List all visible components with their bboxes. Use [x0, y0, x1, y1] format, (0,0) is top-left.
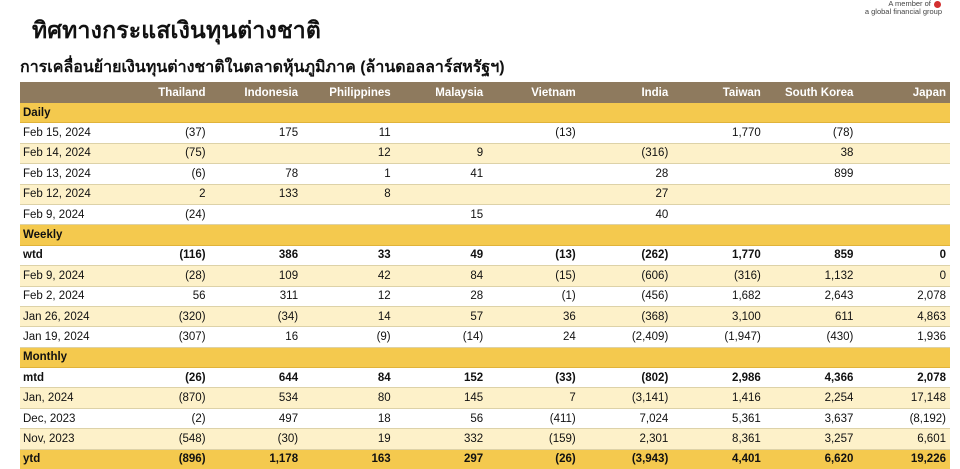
section-title: Monthly [20, 347, 950, 367]
table-row [20, 327, 950, 347]
table-row [20, 388, 950, 408]
table-cell: (26) [117, 368, 210, 388]
row-label: mtd [20, 368, 117, 388]
table-cell: 84 [302, 368, 395, 388]
table-cell: 15 [395, 204, 488, 224]
table-cell [210, 204, 303, 224]
row-label: Feb 9, 2024 [20, 204, 117, 224]
table-cell: 6,601 [857, 429, 950, 449]
section-header-row [20, 225, 950, 245]
table-cell: 0 [857, 245, 950, 265]
header-cell-thailand: Thailand [117, 82, 210, 103]
table-cell: 84 [395, 266, 488, 286]
table-row [20, 306, 950, 326]
table-cell: 80 [302, 388, 395, 408]
table-cell: 4,366 [765, 368, 858, 388]
header-cell-blank [20, 82, 117, 103]
table-cell: 644 [210, 368, 303, 388]
row-label: Nov, 2023 [20, 429, 117, 449]
header-cell-south-korea: South Korea [765, 82, 858, 103]
table-cell: 859 [765, 245, 858, 265]
table-cell [487, 164, 580, 184]
table-cell: (26) [487, 449, 580, 469]
table-cell: 311 [210, 286, 303, 306]
table-cell: 2,254 [765, 388, 858, 408]
table-cell: 2,986 [672, 368, 765, 388]
table-cell: 497 [210, 408, 303, 428]
row-label: Dec, 2023 [20, 408, 117, 428]
section-title: Weekly [20, 225, 950, 245]
table-row [20, 286, 950, 306]
table-cell: 109 [210, 266, 303, 286]
table-cell: 1,178 [210, 449, 303, 469]
header-cell-india: India [580, 82, 673, 103]
table-cell: 42 [302, 266, 395, 286]
table-cell: 1,132 [765, 266, 858, 286]
row-label: ytd [20, 449, 117, 469]
table-cell: 9 [395, 143, 488, 163]
table-cell: 1 [302, 164, 395, 184]
table-cell: 2,301 [580, 429, 673, 449]
table-cell: 3,100 [672, 306, 765, 326]
table-cell: (896) [117, 449, 210, 469]
table-cell: 24 [487, 327, 580, 347]
table-cell: 57 [395, 306, 488, 326]
table-cell: (2,409) [580, 327, 673, 347]
header-cell-vietnam: Vietnam [487, 82, 580, 103]
row-label: Feb 2, 2024 [20, 286, 117, 306]
table-cell: 5,361 [672, 408, 765, 428]
header-cell-malaysia: Malaysia [395, 82, 488, 103]
table-cell: 19 [302, 429, 395, 449]
page-title: ทิศทางกระแสเงินทุนต่างชาติ [32, 17, 322, 43]
row-label: Feb 14, 2024 [20, 143, 117, 163]
table-cell: 36 [487, 306, 580, 326]
table-cell: (159) [487, 429, 580, 449]
brand-logo [865, 0, 942, 16]
table-cell: 1,936 [857, 327, 950, 347]
header-cell-japan: Japan [857, 82, 950, 103]
table-cell: 3,637 [765, 408, 858, 428]
table-cell [672, 143, 765, 163]
table-cell: (34) [210, 306, 303, 326]
table-cell: 56 [395, 408, 488, 428]
table-cell: (6) [117, 164, 210, 184]
table-cell: 17,148 [857, 388, 950, 408]
table-cell: 163 [302, 449, 395, 469]
table-cell: 6,620 [765, 449, 858, 469]
table-cell: 19,226 [857, 449, 950, 469]
table-cell: 4,863 [857, 306, 950, 326]
table-row [20, 123, 950, 143]
header-cell-philippines: Philippines [302, 82, 395, 103]
table-cell: (316) [580, 143, 673, 163]
table-cell [487, 143, 580, 163]
row-label: Feb 15, 2024 [20, 123, 117, 143]
table-cell: 49 [395, 245, 488, 265]
row-label: Feb 13, 2024 [20, 164, 117, 184]
table-cell [672, 184, 765, 204]
row-label: Feb 9, 2024 [20, 266, 117, 286]
table-cell: 78 [210, 164, 303, 184]
table-cell: 133 [210, 184, 303, 204]
table-cell: (411) [487, 408, 580, 428]
table-cell: (1,947) [672, 327, 765, 347]
fund-flow-table [20, 82, 950, 469]
table-cell: (116) [117, 245, 210, 265]
table-row [20, 143, 950, 163]
table-cell: 18 [302, 408, 395, 428]
table-cell: 16 [210, 327, 303, 347]
table-cell: 534 [210, 388, 303, 408]
table-cell [672, 204, 765, 224]
table-cell: 1,682 [672, 286, 765, 306]
table-cell: 11 [302, 123, 395, 143]
table-cell: 386 [210, 245, 303, 265]
table-cell: 40 [580, 204, 673, 224]
table-cell: (368) [580, 306, 673, 326]
table-cell: (3,943) [580, 449, 673, 469]
table-cell: (37) [117, 123, 210, 143]
table-cell: (9) [302, 327, 395, 347]
row-label: Jan, 2024 [20, 388, 117, 408]
table-cell: 297 [395, 449, 488, 469]
table-cell: 2,643 [765, 286, 858, 306]
table-cell: 899 [765, 164, 858, 184]
table-cell: 332 [395, 429, 488, 449]
table-cell: (548) [117, 429, 210, 449]
table-cell [765, 184, 858, 204]
section-title: Daily [20, 103, 950, 123]
table-row [20, 184, 950, 204]
section-header-row [20, 103, 950, 123]
table-cell [857, 184, 950, 204]
table-cell: (802) [580, 368, 673, 388]
table-cell [487, 184, 580, 204]
table-cell: (75) [117, 143, 210, 163]
table-row [20, 266, 950, 286]
table-cell: (14) [395, 327, 488, 347]
table-cell [857, 143, 950, 163]
table-row [20, 204, 950, 224]
table-cell [765, 204, 858, 224]
table-cell: 41 [395, 164, 488, 184]
table-cell [857, 164, 950, 184]
table-cell: 1,770 [672, 123, 765, 143]
table-cell [487, 204, 580, 224]
table-cell: (606) [580, 266, 673, 286]
table-cell: (33) [487, 368, 580, 388]
table-cell: (456) [580, 286, 673, 306]
section-header-row [20, 347, 950, 367]
row-label: Jan 19, 2024 [20, 327, 117, 347]
table-row [20, 245, 950, 265]
row-label: wtd [20, 245, 117, 265]
table-cell [302, 204, 395, 224]
table-cell: (307) [117, 327, 210, 347]
table-cell: (262) [580, 245, 673, 265]
table-row [20, 429, 950, 449]
row-label: Feb 12, 2024 [20, 184, 117, 204]
table-cell: (28) [117, 266, 210, 286]
table-cell [210, 143, 303, 163]
table-cell [857, 123, 950, 143]
table-body [20, 103, 950, 469]
table-cell: 3,257 [765, 429, 858, 449]
table-cell: 14 [302, 306, 395, 326]
table-subtitle: การเคลื่อนย้ายเงินทุนต่างชาติในตลาดหุ้นภูมิภาค (ล้านดอลลาร์สหรัฐฯ) [20, 59, 505, 76]
table-cell: 1,770 [672, 245, 765, 265]
table-cell: (8,192) [857, 408, 950, 428]
table-cell: 2,078 [857, 368, 950, 388]
table-cell [395, 123, 488, 143]
table-header-row [20, 82, 950, 103]
table-cell: 8 [302, 184, 395, 204]
table-cell: 33 [302, 245, 395, 265]
table-row [20, 368, 950, 388]
brand-line-1: A member of [888, 0, 931, 8]
table-cell: 38 [765, 143, 858, 163]
table-row [20, 408, 950, 428]
table-cell [672, 164, 765, 184]
table-row [20, 164, 950, 184]
table-cell: (30) [210, 429, 303, 449]
table-cell: (13) [487, 245, 580, 265]
ytd-total-row [20, 449, 950, 469]
table-cell: (13) [487, 123, 580, 143]
table-cell: 2 [117, 184, 210, 204]
table-cell: (316) [672, 266, 765, 286]
table-cell: (78) [765, 123, 858, 143]
header-cell-taiwan: Taiwan [672, 82, 765, 103]
table-cell: 152 [395, 368, 488, 388]
table-cell: (1) [487, 286, 580, 306]
table-cell: 28 [580, 164, 673, 184]
table-cell: 145 [395, 388, 488, 408]
table-cell: 56 [117, 286, 210, 306]
table-cell: 8,361 [672, 429, 765, 449]
table-cell [580, 123, 673, 143]
table-cell: 27 [580, 184, 673, 204]
table-cell: 2,078 [857, 286, 950, 306]
table-cell: (870) [117, 388, 210, 408]
table-cell: 4,401 [672, 449, 765, 469]
table-cell: (3,141) [580, 388, 673, 408]
table-cell: (15) [487, 266, 580, 286]
table-cell: 7,024 [580, 408, 673, 428]
table-cell: 175 [210, 123, 303, 143]
header-cell-indonesia: Indonesia [210, 82, 303, 103]
table-cell: 611 [765, 306, 858, 326]
table-cell: 12 [302, 286, 395, 306]
table-cell: 28 [395, 286, 488, 306]
table-cell: 1,416 [672, 388, 765, 408]
brand-line-2: a global financial group [864, 7, 942, 16]
table-cell: (320) [117, 306, 210, 326]
table-cell: 0 [857, 266, 950, 286]
table-cell: (430) [765, 327, 858, 347]
table-cell: 12 [302, 143, 395, 163]
table-cell [395, 184, 488, 204]
row-label: Jan 26, 2024 [20, 306, 117, 326]
table-cell: (24) [117, 204, 210, 224]
table-cell: (2) [117, 408, 210, 428]
table-cell: 7 [487, 388, 580, 408]
table-cell [857, 204, 950, 224]
